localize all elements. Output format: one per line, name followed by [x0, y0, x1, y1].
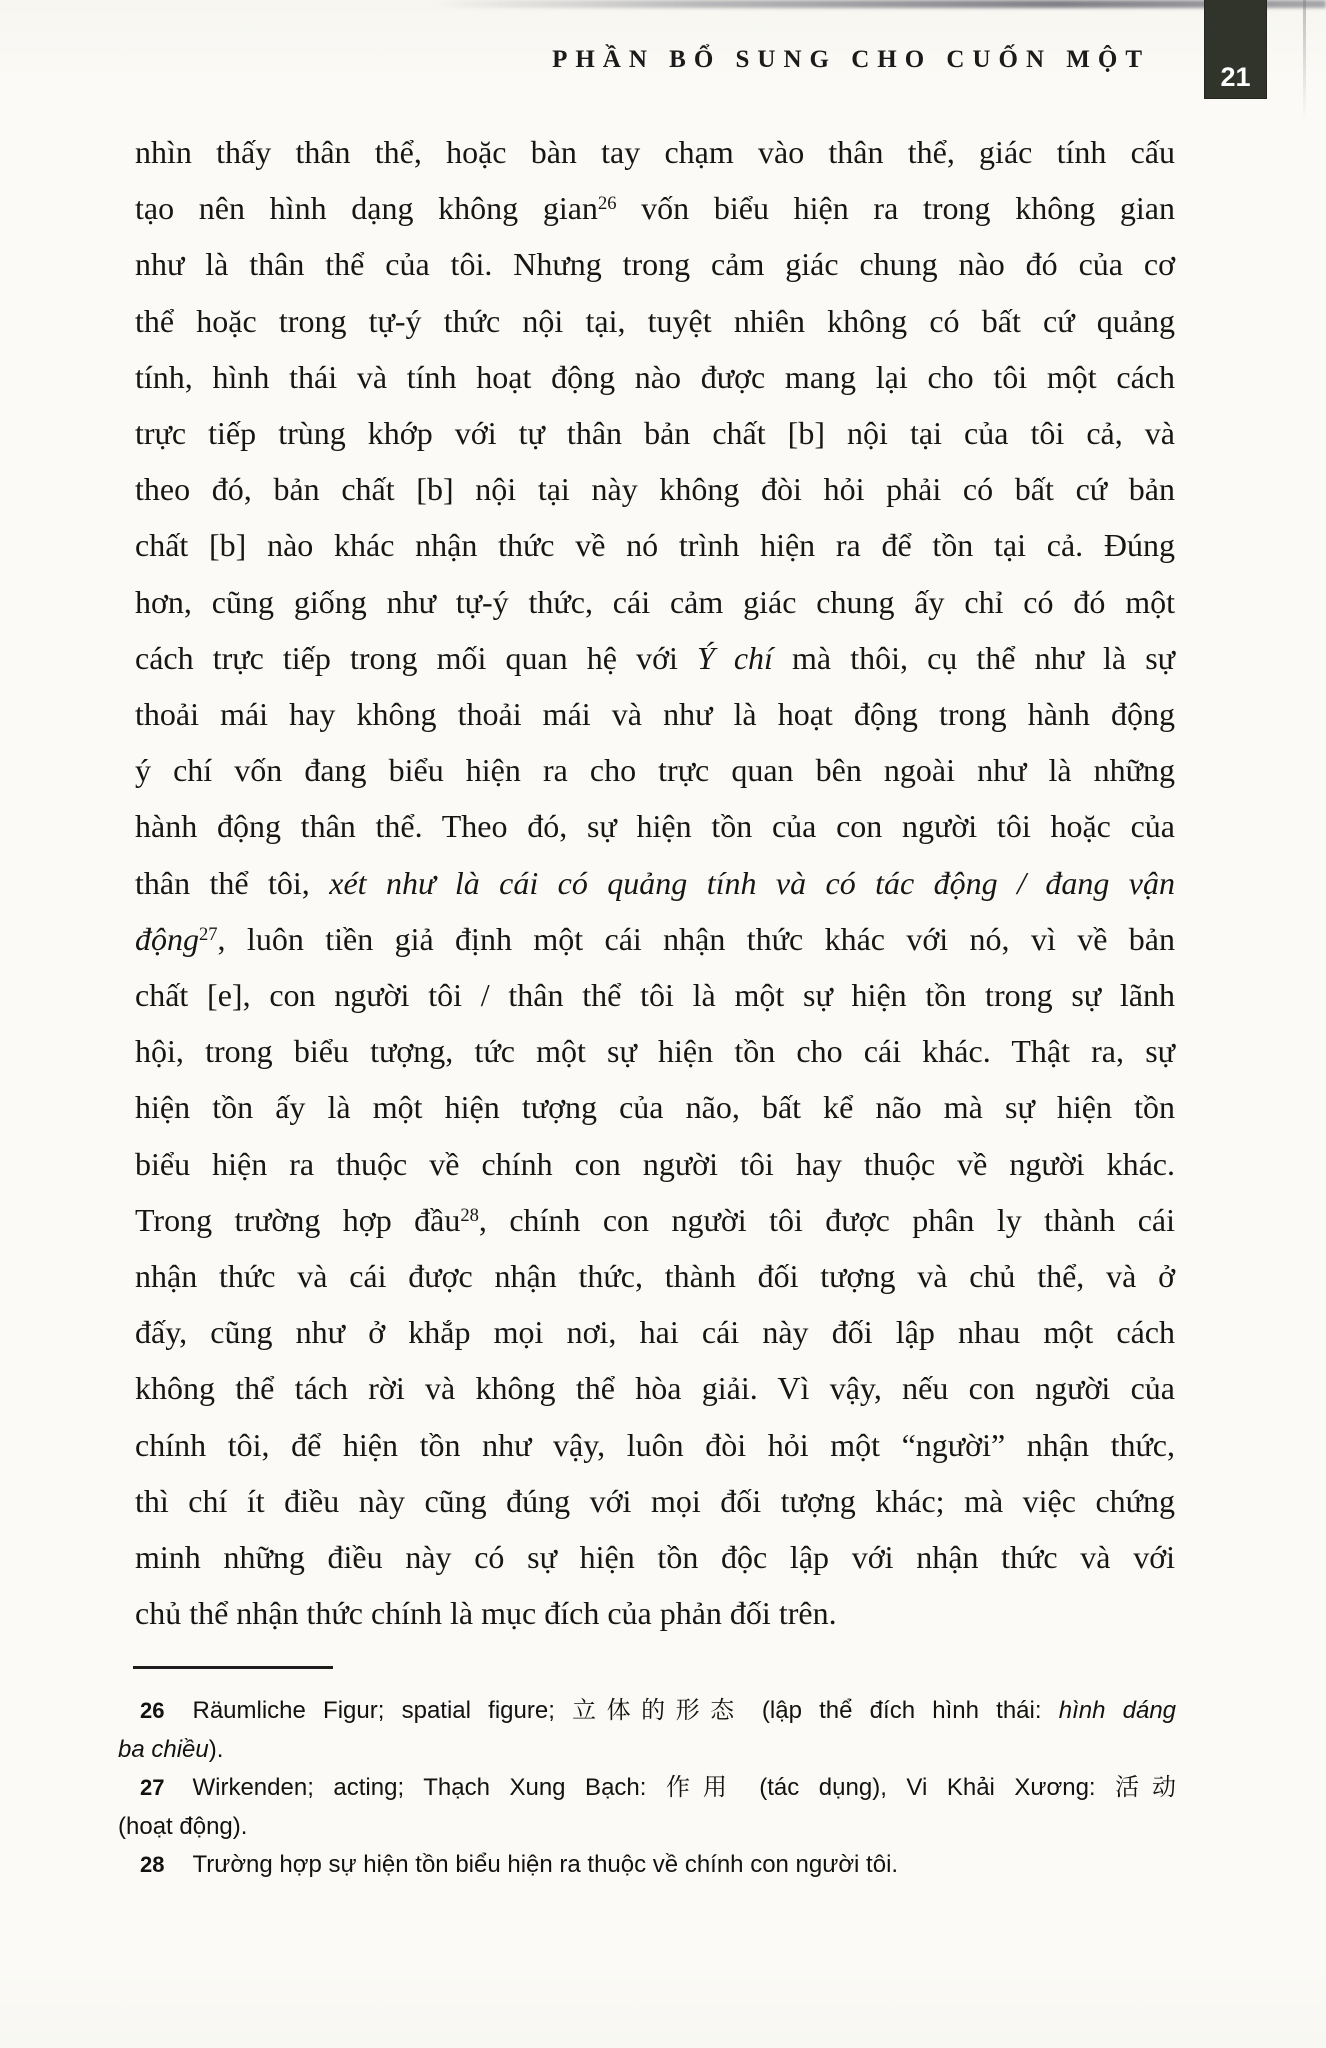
text-segment: thì chí ít điều này cũng đúng với mọi đối tượng khác; mà việc chứng — [135, 1482, 1175, 1519]
text-segment: 活动 — [1115, 1774, 1177, 1801]
page-number-box — [1205, 0, 1266, 98]
footnote-27-continuation — [118, 1808, 1176, 1847]
text-segment: đấy, cũng như ở khắp mọi nơi, hai cái này đối lập nhau một cách — [135, 1314, 1175, 1351]
text-segment: ý chí vốn đang biểu hiện ra cho trực quan bên ngoài như là những — [135, 752, 1175, 789]
body-line — [135, 798, 1175, 854]
text-segment: cách trực tiếp trong mối quan hệ với — [135, 639, 697, 676]
text-segment: thể hoặc trong tự-ý thức nội tại, tuyệt nhiên không có bất cứ quảng — [135, 302, 1175, 339]
body-line — [135, 686, 1175, 742]
page-number: 21 — [1220, 62, 1251, 92]
body-line — [135, 1304, 1175, 1360]
body-line — [135, 1079, 1175, 1135]
body-line — [135, 405, 1175, 461]
body-line — [135, 1417, 1175, 1473]
body-line — [135, 349, 1175, 405]
text-segment: Ý chí — [696, 639, 773, 676]
running-header-title: PHẦN BỔ SUNG CHO CUỐN MỘT — [552, 46, 1150, 73]
body-line — [135, 293, 1175, 349]
footnote-26-continuation — [118, 1731, 1176, 1770]
footnote-separator-rule — [133, 1666, 333, 1669]
text-segment: không thể tách rời và không thể hòa giải. Vì vậy, nếu con người của — [135, 1370, 1175, 1407]
footnotes — [118, 1692, 1176, 1885]
text-segment: (lập thể đích hình thái: — [744, 1697, 1059, 1724]
body-line — [135, 967, 1175, 1023]
text-segment: 立体的形态 — [572, 1697, 745, 1724]
footnote-26 — [118, 1692, 1176, 1731]
text-segment: theo đó, bản chất [b] nội tại này không đòi hỏi phải có bất cứ bản — [135, 471, 1175, 508]
text-segment: tạo nên hình dạng không gian — [135, 190, 598, 227]
scan-artifact-edge — [1303, 0, 1306, 120]
body-line — [135, 461, 1175, 517]
text-segment: minh những điều này có sự hiện tồn độc lập với nhận thức và với — [135, 1539, 1175, 1576]
footnote-28 — [118, 1846, 1176, 1885]
text-segment: chất [e], con người tôi / thân thể tôi là một sự hiện tồn trong sự lãnh — [135, 977, 1175, 1014]
body-line — [135, 180, 1175, 236]
body-text — [135, 124, 1175, 1641]
footnote-number: 28 — [140, 1852, 165, 1877]
body-line — [135, 742, 1175, 798]
footnote-reference: 26 — [597, 193, 617, 214]
text-segment: thân thể tôi, — [135, 864, 330, 901]
footnote-number: 26 — [140, 1698, 165, 1723]
text-segment: biểu hiện ra thuộc về chính con người tôi hay thuộc về người khác. — [135, 1145, 1175, 1182]
text-segment: , chính con người tôi được phân ly thành cái — [478, 1201, 1175, 1238]
text-segment: chính tôi, để hiện tồn như vậy, luôn đòi hỏi một “người” nhận thức, — [135, 1426, 1175, 1463]
text-segment: hội, trong biểu tượng, tức một sự hiện tồn cho cái khác. Thật ra, sự — [135, 1033, 1175, 1070]
text-segment: Trường hợp sự hiện tồn biểu hiện ra thuộc về chính con người tôi. — [192, 1851, 899, 1878]
text-segment: hiện tồn ấy là một hiện tượng của não, bất kể não mà sự hiện tồn — [135, 1089, 1175, 1126]
text-segment: động — [135, 920, 199, 957]
body-line — [135, 630, 1175, 686]
body-line — [135, 236, 1175, 292]
footnote-reference: 28 — [460, 1204, 479, 1226]
text-segment: thoải mái hay không thoải mái và như là hoạt động trong hành động — [135, 696, 1175, 733]
scan-artifact-top — [430, 0, 1326, 8]
text-segment: 作用 — [665, 1774, 740, 1801]
text-segment: hơn, cũng giống như tự-ý thức, cái cảm giác chung ấy chỉ có đó một — [135, 583, 1175, 620]
footnote-reference: 27 — [199, 923, 218, 945]
body-line — [135, 1473, 1175, 1529]
body-line — [135, 1023, 1175, 1079]
text-segment: nhận thức và cái được nhận thức, thành đối tượng và chủ thể, và ở — [135, 1258, 1175, 1295]
text-segment: vốn biểu hiện ra trong không gian — [616, 190, 1176, 227]
text-segment: chủ thể nhận thức chính là mục đích của phản đối trên. — [135, 1595, 837, 1632]
body-line — [135, 1248, 1175, 1304]
footnote-27 — [118, 1769, 1176, 1808]
body-line — [135, 911, 1175, 967]
text-segment: Räumliche Figur; spatial figure; — [192, 1697, 573, 1724]
text-segment: hình dáng — [1058, 1697, 1177, 1724]
body-line — [135, 1136, 1175, 1192]
body-line — [135, 855, 1175, 911]
body-line — [135, 1192, 1175, 1248]
text-segment: (tác dụng), Vi Khải Xương: — [739, 1774, 1116, 1801]
text-segment: tính, hình thái và tính hoạt động nào được mang lại cho tôi một cách — [135, 358, 1175, 395]
body-line — [135, 1585, 1175, 1641]
text-segment: ). — [208, 1735, 224, 1763]
body-line — [135, 124, 1175, 180]
text-segment: Trong trường hợp đầu — [135, 1201, 461, 1238]
body-line — [135, 574, 1175, 630]
text-segment: , luôn tiền giả định một cái nhận thức khác với nó, vì về bản — [217, 920, 1175, 957]
text-segment: nhìn thấy thân thể, hoặc bàn tay chạm vào thân thể, giác tính cấu — [135, 134, 1175, 170]
body-line — [135, 517, 1175, 573]
text-segment: mà thôi, cụ thể như là sự — [772, 639, 1176, 676]
text-segment: (hoạt động). — [118, 1812, 248, 1840]
text-segment: trực tiếp trùng khớp với tự thân bản chất [b] nội tại của tôi cả, và — [135, 415, 1175, 452]
body-line — [135, 1360, 1175, 1416]
body-line — [135, 1529, 1175, 1585]
text-segment: ba chiều — [118, 1735, 209, 1763]
text-segment: chất [b] nào khác nhận thức về nó trình hiện ra để tồn tại cả. Đúng — [135, 527, 1175, 564]
text-segment: Wirkenden; acting; Thạch Xung Bạch: — [192, 1774, 666, 1801]
text-segment: hành động thân thể. Theo đó, sự hiện tồn của con người tôi hoặc của — [135, 808, 1175, 845]
footnote-number: 27 — [140, 1775, 165, 1800]
text-segment: như là thân thể của tôi. Nhưng trong cảm giác chung nào đó của cơ — [135, 246, 1175, 283]
text-segment: xét như là cái có quảng tính và có tác động / đang vận — [329, 864, 1176, 901]
